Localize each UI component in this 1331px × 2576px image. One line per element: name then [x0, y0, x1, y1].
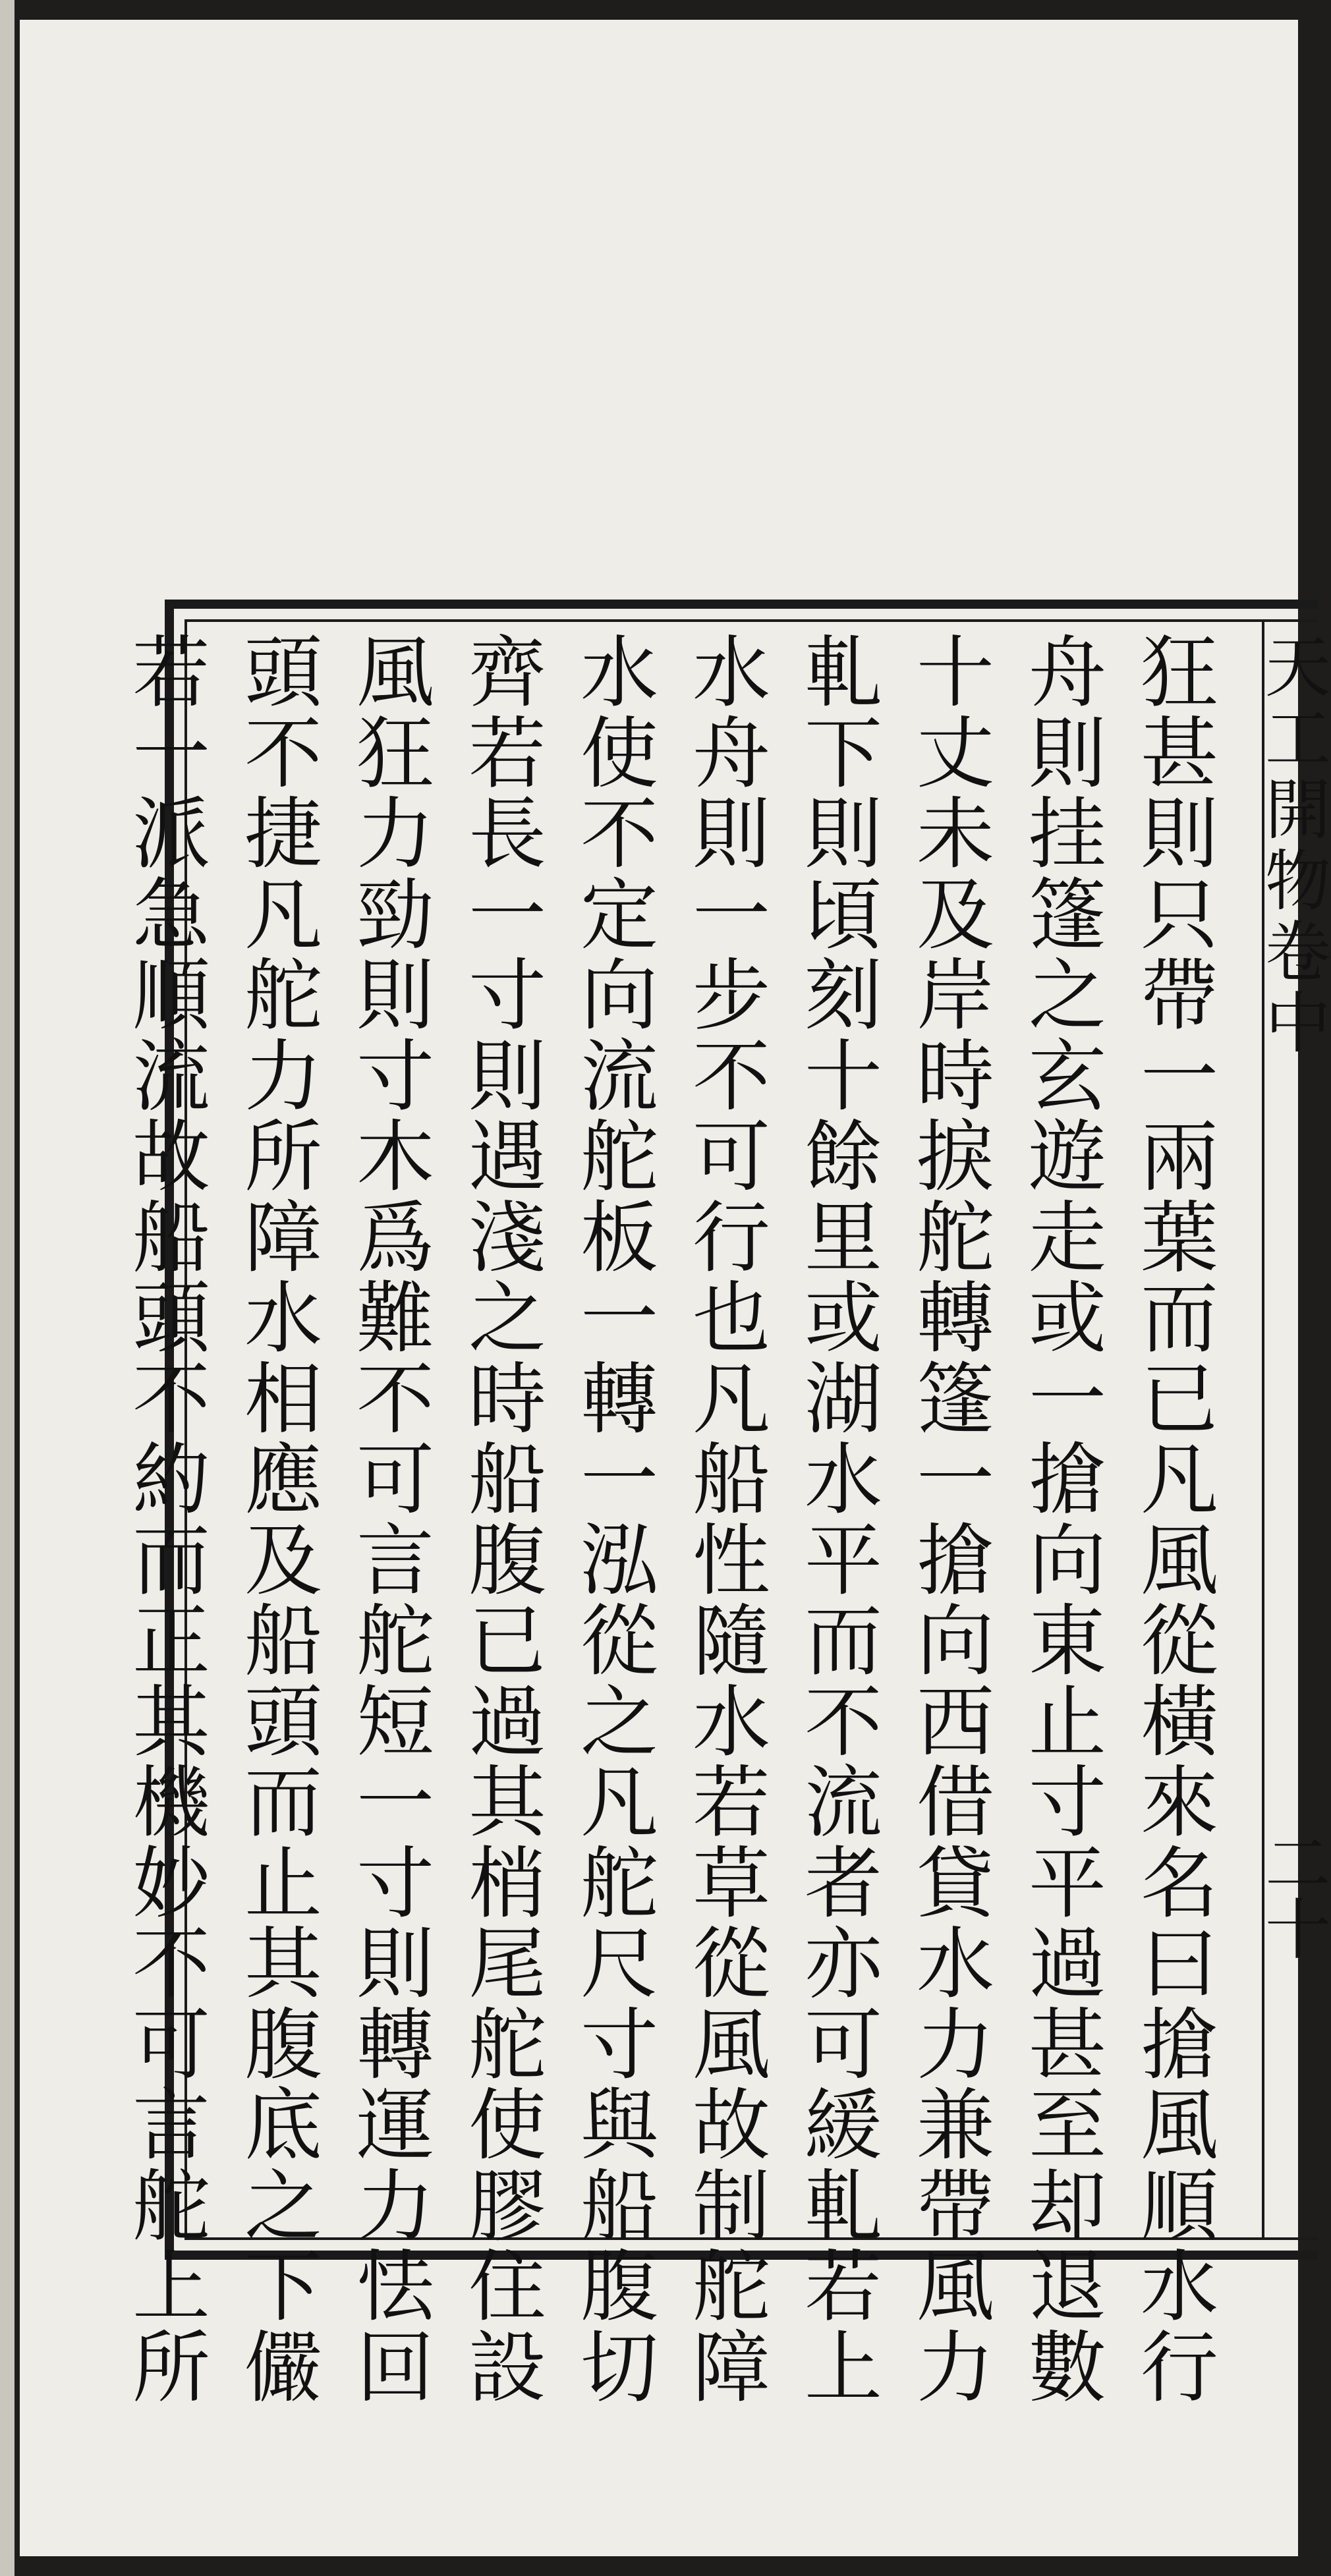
text-column: 舟 則 挂 篷 之 玄 遊 走 或 一 搶 向 東 止 寸 平 過 甚 至 却 退 數 [1028, 627, 1106, 2413]
text-column: 若 一 派 急 順 流 故 船 頭 不 約 而 正 其 機 妙 不 可 言 舵 上 所 [132, 627, 210, 2413]
leaf-number: 二 十 [1265, 1826, 1331, 1969]
text-column: 水 舟 則 一 步 不 可 行 也 凡 船 性 隨 水 若 草 從 風 故 制 舵 障 [692, 627, 770, 2413]
text-column: 風 狂 力 勁 則 寸 木 爲 難 不 可 言 舵 短 一 寸 則 轉 運 力 怯 回 [356, 627, 434, 2413]
spine-edge [0, 0, 14, 2576]
text-column: 狂 甚 則 只 帶 一 兩 葉 而 已 凡 風 從 橫 來 名 曰 搶 風 順 水 行 [1140, 627, 1218, 2413]
text-column: 頭 不 捷 凡 舵 力 所 障 水 相 應 及 船 頭 而 止 其 腹 底 之 下 儼 [244, 627, 322, 2413]
text-column: 水 使 不 定 向 流 舵 板 一 轉 一 泓 從 之 凡 舵 尺 寸 與 船 腹 切 [580, 627, 658, 2413]
text-column: 軋 下 則 頃 刻 十 餘 里 或 湖 水 平 而 不 流 者 亦 可 緩 軋 若 上 [804, 627, 882, 2413]
text-column: 十 丈 未 及 岸 時 捩 舵 轉 篷 一 搶 向 西 借 貸 水 力 兼 帶 風 力 [916, 627, 994, 2413]
margin-title: 天 工 開 物 卷 中 [1265, 629, 1331, 1062]
text-column: 齊 若 長 一 寸 則 遇 淺 之 時 船 腹 已 過 其 梢 尾 舵 使 膠 住 設 [468, 627, 546, 2413]
margin-divider [1262, 622, 1264, 2237]
